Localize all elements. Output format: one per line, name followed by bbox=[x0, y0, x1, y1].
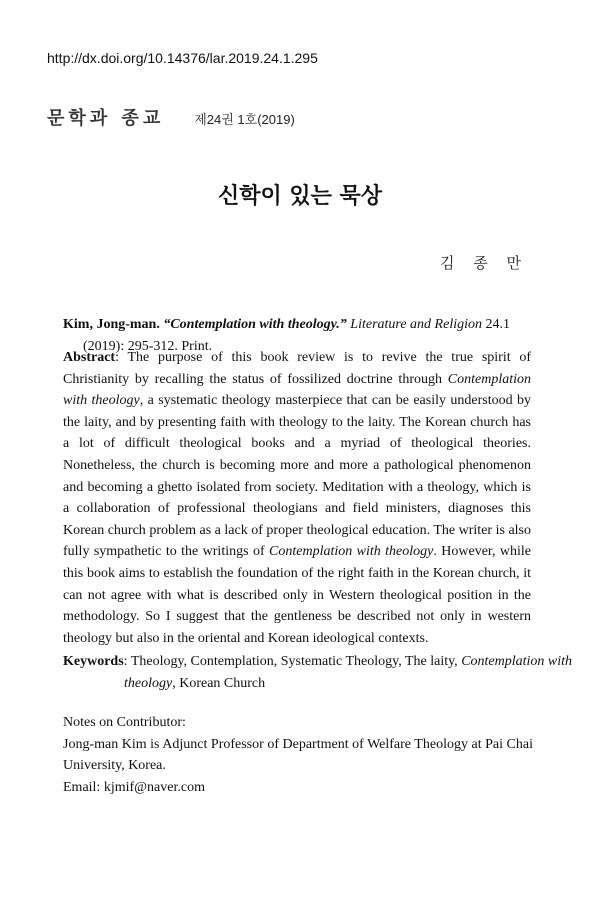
abstract: Abstract: The purpose of this book review is to revive the true spirit of Christianity by recalling the status of fossilized doctrine through Contemplation with theology, a systematic theology masterpiece that can be easily understood by the laity, and by presenting faith with theology to the laity. The Korean church has a lot of difficult theological books and a myriad of theological theories. Nonetheless, the church is becoming more and more a pathological phenomenon and becoming a ghetto isolated from society. Meditation with a theology, which is a collaboration of professional theologians and field ministers, diagnoses this Korean church problem as a lack of proper theological education. The writer is also fully sympathetic to the writings of Contemplation with theology. However, while this book aims to establish the foundation of the right faith in the Korean church, it can not agree with what is described only in Western theological position in the methodology. So I suggest that the gentleness be described not only in western theology but also in the oriental and Korean ideological contexts. bbox=[63, 350, 532, 646]
abstract-label: Abstract bbox=[63, 350, 116, 365]
keywords: Keywords: Theology, Contemplation, Systematic Theology, The laity, Contemplation with theology, Korean Church bbox=[63, 654, 573, 691]
contributor-notes bbox=[63, 712, 533, 798]
doi-link[interactable]: http://dx.doi.org/10.14376/lar.2019.24.1.295 bbox=[47, 50, 318, 66]
journal-header bbox=[47, 104, 295, 130]
keywords-italic: Contemplation with theology bbox=[124, 654, 573, 691]
journal-issue: 제24권 1호(2019) bbox=[194, 112, 295, 127]
citation-details: 24.1 (2019): 295-312. Print. bbox=[83, 317, 510, 354]
article-title: 신학이 있는 묵상 bbox=[217, 184, 383, 209]
abstract-text-3: . However, while this book aims to establish the foundation of the right faith in the Korean church, it can not agree with what is described only in Western theological position in the methodology. So I suggest that the gentleness be described not only in western theology but also in the oriental and Korean ideological contexts. bbox=[63, 544, 532, 646]
abstract-italic-2: Contemplation with theology bbox=[269, 544, 434, 560]
citation-author: Kim, Jong-man. bbox=[63, 317, 160, 332]
keywords-tail: , Korean Church bbox=[172, 675, 266, 691]
article-author: 김 종 만 bbox=[439, 254, 528, 272]
notes-email[interactable]: Email: kjmif@naver.com bbox=[63, 779, 205, 795]
keywords-list: Theology, Contemplation, Systematic Theology, The laity, bbox=[130, 654, 458, 669]
keywords-label: Keywords bbox=[63, 654, 124, 669]
citation-title: “Contemplation with theology.” bbox=[163, 317, 347, 332]
abstract-italic-1: Contemplation with theology bbox=[63, 371, 531, 409]
notes-heading: Notes on Contributor: bbox=[63, 715, 186, 730]
abstract-text-2: , a systematic theology masterpiece that can be easily understood by the laity, and by presenting faith with theology to the laity. The Korean church has a lot of difficult theological books and a myriad of theological theories. Nonetheless, the church is becoming more and more a pathological phenomenon and becoming a ghetto isolated from society. Meditation with a theology, which is a collaboration of professional theologians and field ministers, diagnoses this Korean church problem as a lack of proper theological education. The writer is also fully sympathetic to the writings of bbox=[63, 393, 532, 560]
notes-bio: Jong-man Kim is Adjunct Professor of Department of Welfare Theology at Pai Chai University, Korea. bbox=[63, 736, 533, 774]
journal-name: 문학과 종교 bbox=[47, 108, 165, 129]
citation-journal: Literature and Religion bbox=[350, 317, 482, 332]
abstract-text-1: The purpose of this book review is to revive the true spirit of Christianity by recalling the status of fossilized doctrine through bbox=[63, 350, 532, 387]
